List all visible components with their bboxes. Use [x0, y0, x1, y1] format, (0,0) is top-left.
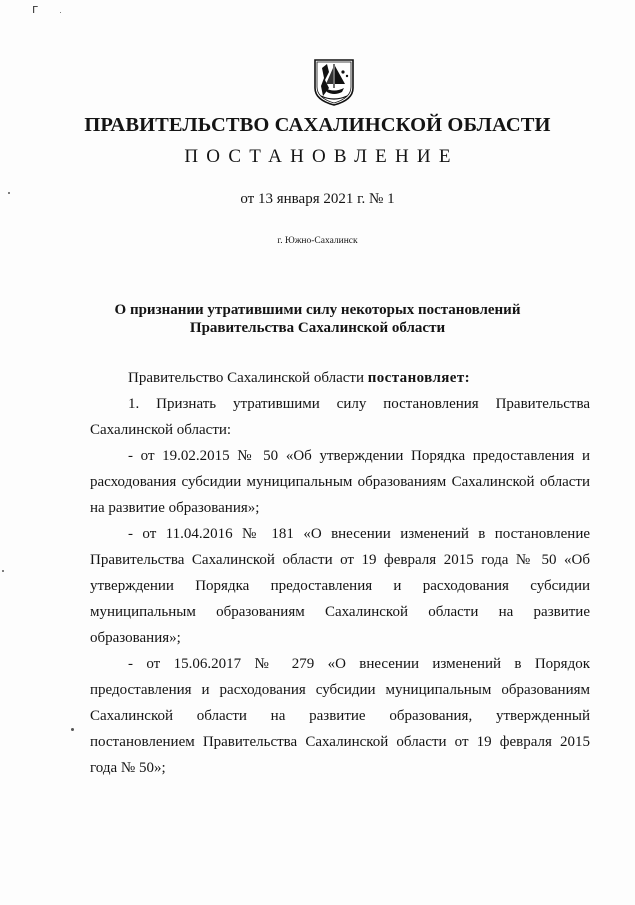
decree-keyword: постановляет: [367, 370, 471, 386]
subitem-3-line: Сахалинской области на развитие образования, утвержденный [90, 708, 590, 724]
subitem-1-line: на развитие образования»; [90, 500, 260, 516]
subitem-2-line: муниципальным образованиям Сахалинской области на развитие [90, 604, 590, 620]
scan-speck [60, 12, 61, 13]
subitem-3-line: года № 50»; [90, 760, 166, 776]
subitem-2-line: - от 11.04.2016 № 181 «О внесении изменений в постановление [128, 526, 590, 542]
intro-paragraph [90, 365, 590, 391]
document-city: г. Южно-Сахалинск [277, 236, 358, 246]
government-title: ПРАВИТЕЛЬСТВО САХАЛИНСКОЙ ОБЛАСТИ [84, 114, 551, 136]
subitem-1-line: расходования субсидии муниципальным образованиям Сахалинской области [90, 474, 590, 490]
coat-of-arms-emblem [313, 58, 355, 106]
subitem-1-line: - от 19.02.2015 № 50 «Об утверждении Порядка предоставления и [128, 448, 590, 464]
subitem-2-line: утверждении Порядка предоставления и расходования субсидии [90, 578, 590, 594]
subitem-3-line: - от 15.06.2017 № 279 «О внесении изменений в Порядок [128, 656, 590, 672]
document-date-number: от 13 января 2021 г. № 1 [240, 191, 395, 207]
item-1-line: 1. Признать утратившими силу постановления Правительства [128, 396, 590, 412]
intro-text: Правительство Сахалинской области [128, 370, 368, 386]
subitem-3-line: постановлением Правительства Сахалинской области от 19 февраля 2015 [90, 734, 590, 750]
document-subject [60, 301, 575, 337]
subitem-3-line: предоставления и расходования субсидии муниципальным образованиям [90, 682, 590, 698]
item-1-line: Сахалинской области: [90, 422, 232, 438]
subitem-2-line: образования»; [90, 630, 181, 646]
scan-speck [71, 728, 74, 731]
subject-line: О признании утратившими силу некоторых постановлений [114, 302, 521, 318]
subject-line: Правительства Сахалинской области [189, 320, 446, 336]
scan-speck [2, 570, 4, 572]
subitem-2-line: Правительства Сахалинской области от 19 февраля 2015 года № 50 «Об [90, 552, 590, 568]
document-type: ПОСТАНОВЛЕНИЕ [184, 146, 459, 167]
corner-mark: г [32, 2, 39, 16]
document-body [90, 365, 590, 781]
